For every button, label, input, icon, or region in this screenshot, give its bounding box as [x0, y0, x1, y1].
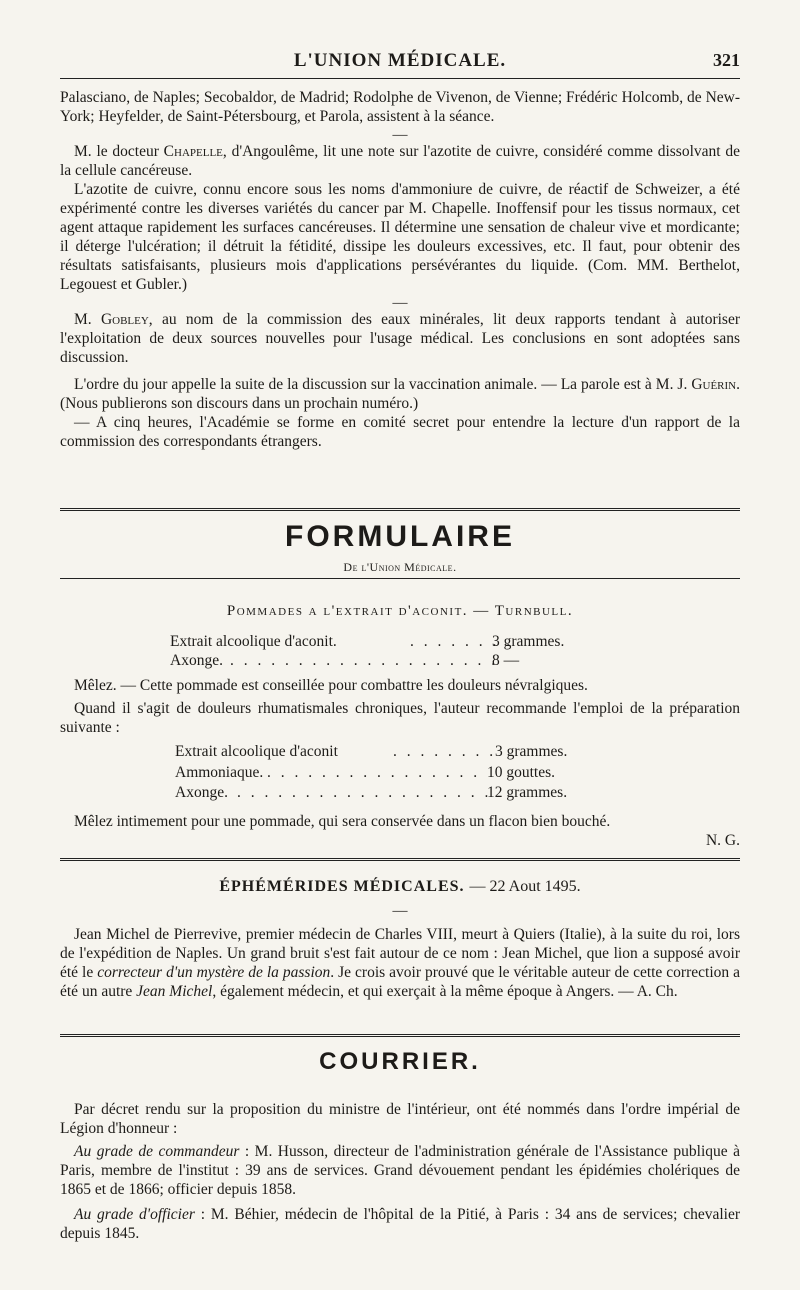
ephemerides-date: — 22 Aout 1495.: [469, 878, 581, 895]
separator-dash: —: [392, 295, 408, 311]
paragraph-chapelle: M. le docteur Chapelle, d'Angoulême, lit une note sur l'azotite de cuivre, considéré comme dissolvant de la cellule cancéreuse.: [60, 143, 740, 179]
paragraph-attendees: Palasciano, de Naples; Secobaldor, de Madrid; Rodolphe de Vivenon, de Vienne; Frédéric Holcomb, de New-York; Heyfelder, de Saint-Pétersbourg, et Parola, assistent à la séance.: [60, 89, 740, 125]
recipe-ingredient: Ammoniaque.: [175, 764, 264, 781]
recipe-dots: . . . . . . . . . . . . . . . . . . . .: [230, 652, 499, 669]
recipe-ingredient: Axonge.: [170, 652, 223, 669]
recipe-quantity: 12 grammes.: [487, 784, 568, 801]
recipe-title: Pommades a l'extrait d'aconit. — Turnbull.: [226, 603, 574, 619]
recipe-quantity: 10 gouttes.: [487, 764, 556, 781]
recipe-dots: . . . . . . . .: [410, 633, 514, 650]
paragraph-melez-intimement: Mêlez intimement pour une pommade, qui sera conservée dans un flacon bien bouché.: [74, 813, 611, 830]
formulaire-text: [60, 676, 740, 737]
author-name: Guérin: [691, 376, 737, 393]
paragraph-officier: Au grade d'officier : M. Béhier, médecin de l'hôpital de la Pitié, à Paris : 34 ans de services; chevalier depuis 1845.: [60, 1206, 741, 1242]
courrier-section: [60, 1100, 740, 1243]
paragraph-melez: Mêlez. — Cette pommade est conseillée pour combattre les douleurs névralgiques.: [74, 677, 588, 694]
formulaire-title: FORMULAIRE: [285, 520, 515, 553]
journal-title: L'UNION MÉDICALE.: [293, 50, 507, 71]
recipe-line: [175, 763, 645, 782]
paragraph-gobley: M. Gobley, au nom de la commission des eaux minérales, lit deux rapports tendant à autoriser l'exploitation de deux sources nouvelles pour l'usage médical. Les conclusions en sont adoptées sans discussion.: [60, 311, 740, 366]
page-number: 321: [713, 50, 740, 70]
recipe-quantity: 3 grammes.: [495, 743, 568, 760]
paragraph-jean-michel: Jean Michel de Pierrevive, premier médecin de Charles VIII, meurt à Quiers (Italie), à la suite du roi, lors de l'expédition de Naples. Un grand bruit s'est fait autour de ce nom : Jean Michel, que lion a supposé avoir été le correcteur d'un mystère de la passion. Je crois avoir prouvé que le véritable auteur de cette correction a été un autre Jean Michel, également médecin, et qui exerçait à la même époque à Angers. — A. Ch.: [60, 926, 740, 1000]
recipe-line: [170, 651, 640, 670]
section-rule: [60, 508, 740, 511]
recipe-quantity: 8 —: [492, 652, 520, 669]
recipe-ingredient: Extrait alcoolique d'aconit.: [170, 633, 337, 650]
author-name: Gobley: [100, 311, 149, 328]
paragraph-vaccination: L'ordre du jour appelle la suite de la discussion sur la vaccination animale. — La parole est à M. J. Guérin. (Nous publierons son discours dans un prochain numéro.): [60, 376, 740, 412]
paragraph-commandeur: Au grade de commandeur : M. Husson, directeur de l'administration générale de l'Assistance publique à Paris, membre de l'institut : 39 ans de services. Grand dévouement pendant les épidémies cholériques de 1865 et de 1866; officier depuis 1858.: [60, 1143, 740, 1198]
recipe-dots: . . . . . . . . . . . . . . . . . . .: [237, 784, 492, 801]
ephemerides-title: ÉPHÉMÉRIDES MÉDICALES. — 22 Aout 1495.: [219, 878, 581, 895]
paragraph-decret: Par décret rendu sur la proposition du ministre de l'intérieur, ont été nommés dans l'ordre impérial de Légion d'honneur :: [60, 1101, 740, 1137]
recipe-line: [175, 783, 645, 802]
page-header: [60, 44, 740, 74]
section-rule: [60, 858, 740, 861]
formulaire-closing: [60, 812, 740, 850]
recipe-dots: . . . . . . . .: [393, 743, 497, 760]
recipe-line: [175, 742, 645, 761]
formulaire-rule: [60, 578, 740, 579]
separator-dash: —: [392, 127, 408, 143]
paragraph-quand: Quand il s'agit de douleurs rhumatismales chroniques, l'auteur recommande l'emploi de la préparation suivante :: [60, 700, 740, 736]
recipe-ingredient: Extrait alcoolique d'aconit: [175, 743, 338, 760]
signature: N. G.: [705, 832, 740, 849]
paragraph-comite: — A cinq heures, l'Académie se forme en comité secret pour entendre la lecture d'un rapport de la commission des correspondants étrangers.: [60, 414, 740, 450]
header-rule: [60, 78, 740, 79]
courrier-title: COURRIER.: [319, 1048, 481, 1075]
formulaire-subtitle: De l'Union Médicale.: [343, 560, 457, 574]
recipe-dots: . . . . . . . . . . . . . . . .: [267, 764, 481, 781]
author-name: Chapelle: [163, 143, 223, 160]
italic-name: Jean Michel: [136, 983, 213, 1000]
recipe-line: [170, 632, 640, 651]
section-rule: [60, 1034, 740, 1037]
intro-section: [60, 88, 740, 451]
italic-title: correcteur d'un mystère de la passion: [97, 964, 331, 981]
recipe-quantity: 3 grammes.: [492, 633, 565, 650]
paragraph-azotite: L'azotite de cuivre, connu encore sous les noms d'ammoniure de cuivre, de réactif de Schweizer, a été expérimenté contre les diverses variétés du cancer par M. Chapelle. Inoffensif pour les tissus normaux, cet agent attaque rapidement les surfaces cancéreuses. Il détermine une sensation de chaleur vive et mordicante; il déterge l'ulcération; il détruit la fétidité, dissipe les douleurs excessives, etc. Il faut, pour obtenir des résultats satisfaisants, plusieurs mois d'applications persévérantes du liquide. (Com. MM. Berthelot, Legouest et Gubler.): [60, 181, 740, 293]
grade-label: Au grade de commandeur: [74, 1143, 240, 1160]
separator-dash: —: [392, 903, 408, 919]
grade-label: Au grade d'officier: [74, 1206, 195, 1223]
ephemerides-section: [60, 902, 740, 1001]
recipe-ingredient: Axonge.: [175, 784, 228, 801]
